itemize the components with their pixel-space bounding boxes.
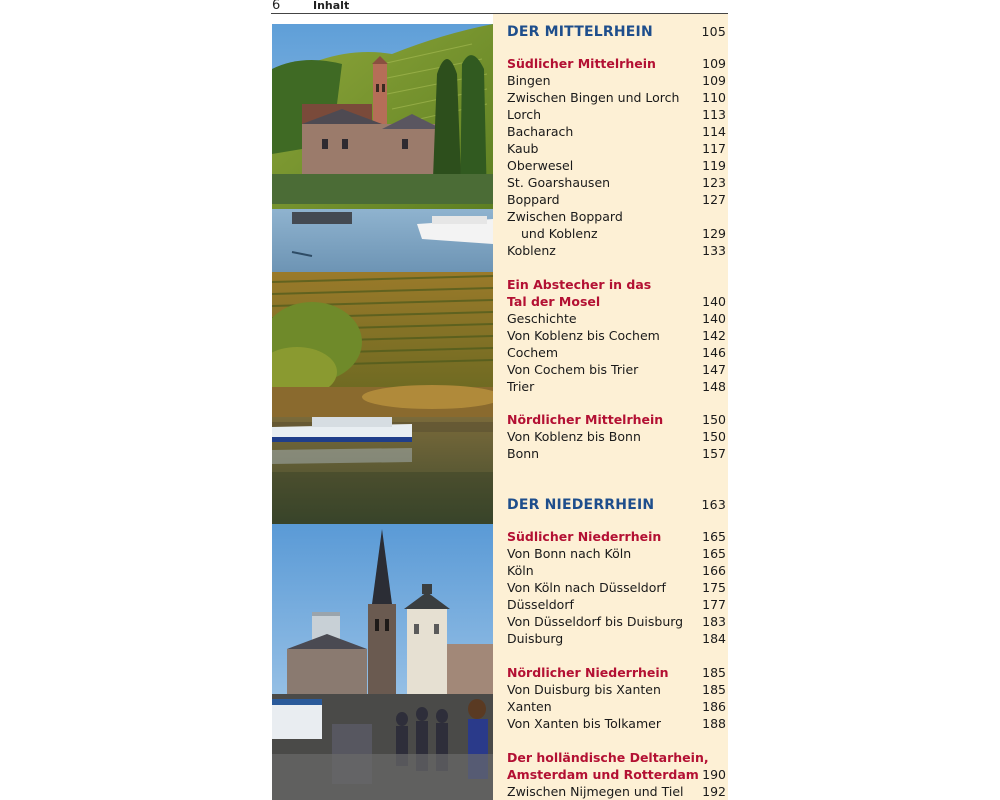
toc-entry[interactable]: Boppard 127 — [507, 192, 726, 207]
toc-entry[interactable]: Düsseldorf 177 — [507, 597, 726, 612]
toc-entry[interactable]: Zwischen Bingen und Lorch 110 — [507, 90, 726, 105]
toc-entry[interactable]: Von Xanten bis Tolkamer 188 — [507, 716, 726, 731]
photo-bacharach — [272, 24, 493, 272]
toc-entry[interactable]: Von Cochem bis Trier 147 — [507, 362, 726, 377]
running-title: Inhalt — [313, 0, 350, 12]
subsection-suedlicher-niederrhein[interactable]: Südlicher Niederrhein 165 — [507, 529, 726, 544]
toc-entry[interactable]: Geschichte 140 — [507, 311, 726, 326]
subsection-deltarhein-line2[interactable]: Amsterdam und Rotterdam 190 — [507, 767, 726, 782]
subsection-mosel-line2[interactable]: Tal der Mosel 140 — [507, 294, 726, 309]
toc-entry[interactable]: Köln 166 — [507, 563, 726, 578]
photo-column — [272, 24, 493, 800]
section-heading-mittelrhein[interactable]: DER MITTELRHEIN 105 — [507, 24, 726, 40]
section-heading-niederrhein[interactable]: DER NIEDERRHEIN 163 — [507, 497, 726, 513]
toc-entry[interactable]: Von Koblenz bis Bonn 150 — [507, 429, 726, 444]
table-of-contents — [493, 14, 728, 800]
toc-entry[interactable]: Oberwesel 119 — [507, 158, 726, 173]
toc-entry[interactable]: Zwischen Boppard — [507, 209, 623, 224]
toc-entry[interactable]: Xanten 186 — [507, 699, 726, 714]
page-header — [271, 0, 728, 14]
toc-entry[interactable]: Von Koblenz bis Cochem 142 — [507, 328, 726, 343]
subsection-noerdlicher-niederrhein[interactable]: Nördlicher Niederrhein 185 — [507, 665, 726, 680]
toc-entry[interactable]: Von Duisburg bis Xanten 185 — [507, 682, 726, 697]
toc-entry[interactable]: Bacharach 114 — [507, 124, 726, 139]
toc-entry[interactable]: Koblenz 133 — [507, 243, 726, 258]
toc-entry[interactable]: Duisburg 184 — [507, 631, 726, 646]
page-number: 6 — [272, 0, 281, 13]
toc-entry[interactable]: St. Goarshausen 123 — [507, 175, 726, 190]
toc-entry[interactable]: Lorch 113 — [507, 107, 726, 122]
toc-entry[interactable]: Bingen 109 — [507, 73, 726, 88]
subsection-suedlicher-mittelrhein[interactable]: Südlicher Mittelrhein 109 — [507, 56, 726, 71]
subsection-mosel-line1[interactable]: Ein Abstecher in das — [507, 277, 652, 292]
toc-entry[interactable]: Trier 148 — [507, 379, 726, 394]
photo-duesseldorf-promenade — [272, 524, 493, 800]
toc-entry[interactable]: Bonn 157 — [507, 446, 726, 461]
subsection-deltarhein-line1[interactable]: Der holländische Deltarhein, — [507, 750, 709, 765]
photo-mosel-vineyards — [272, 272, 493, 524]
toc-entry[interactable]: Zwischen Nijmegen und Tiel 192 — [507, 784, 726, 799]
toc-entry[interactable]: Kaub 117 — [507, 141, 726, 156]
toc-entry[interactable]: Von Düsseldorf bis Duisburg 183 — [507, 614, 726, 629]
toc-entry-continued[interactable]: und Koblenz 129 — [521, 226, 726, 241]
subsection-noerdlicher-mittelrhein[interactable]: Nördlicher Mittelrhein 150 — [507, 412, 726, 427]
toc-entry[interactable]: Von Köln nach Düsseldorf 175 — [507, 580, 726, 595]
toc-entry[interactable]: Cochem 146 — [507, 345, 726, 360]
toc-entry[interactable]: Von Bonn nach Köln 165 — [507, 546, 726, 561]
